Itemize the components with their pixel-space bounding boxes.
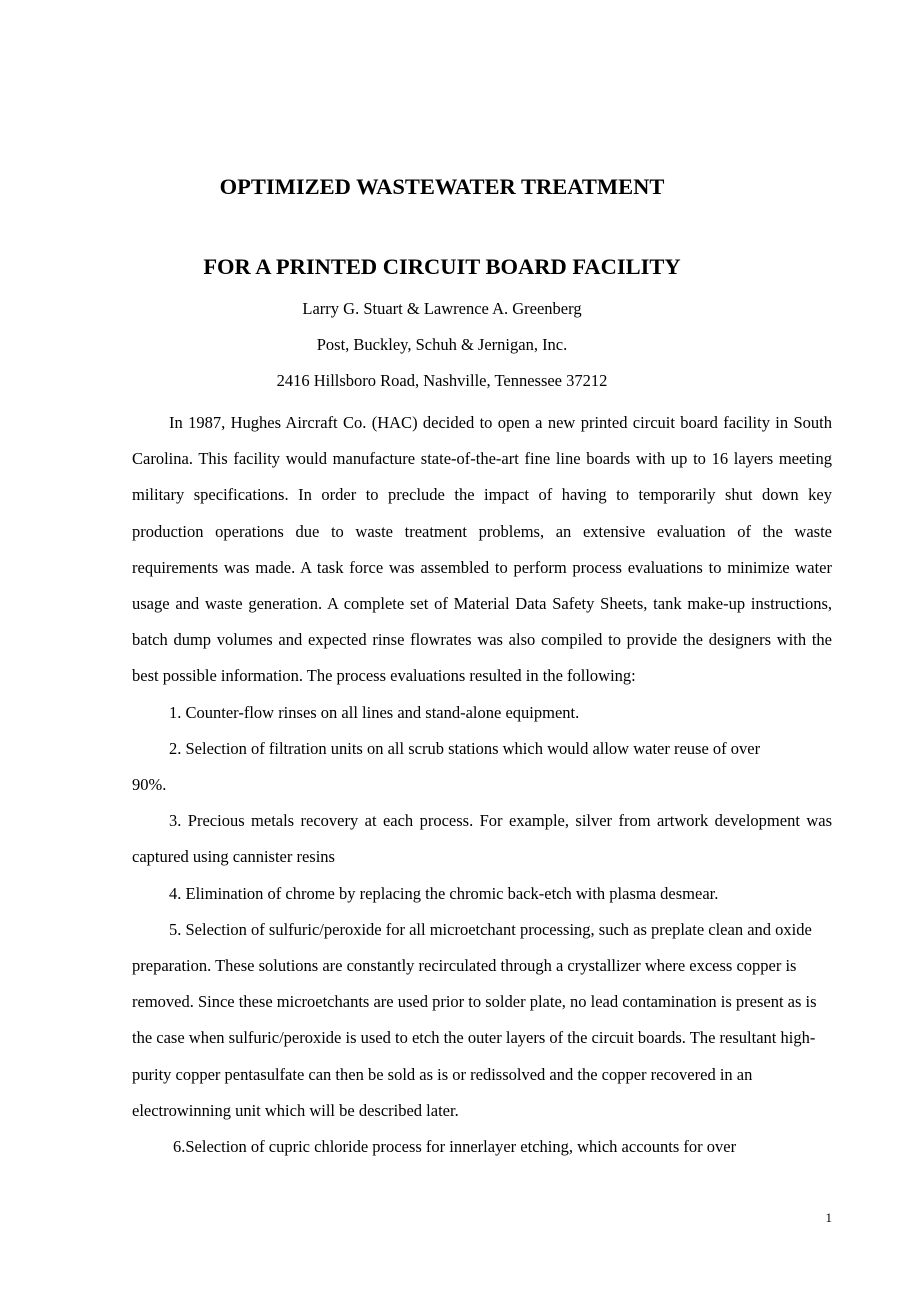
list-item-2: 2. Selection of filtration units on all scrub stations which would allow water reuse of over 90%. (132, 738, 761, 795)
list-item-3: 3. Precious metals recovery at each process. For example, silver from artwork development was captured using cannister resins (132, 811, 832, 867)
authors: Larry G. Stuart & Lawrence A. Greenberg (302, 299, 582, 318)
address: 2416 Hillsboro Road, Nashville, Tennessee 37212 (276, 371, 608, 390)
list-item-4: 4. Elimination of chrome by replacing the chromic back-etch with plasma desmear. (169, 883, 719, 903)
page-number: 1 (825, 1210, 832, 1225)
list-item-5: 5. Selection of sulfuric/peroxide for all microetchant processing, such as preplate clean and oxide preparation. These solutions are constantly recirculated through a crystallizer where excess copper is removed. Since these microetchants are used prior to solder plate, no lead contamination is present as is the case when sulfuric/peroxide is used to etch the outer layers of the circuit boards. The resultant high-purity copper pentasulfate can then be sold as is or redissolved and the copper recovered in an electrowinning unit which will be described later. (132, 919, 817, 1120)
body-text (132, 405, 832, 1165)
title-line-1: OPTIMIZED WASTEWATER TREATMENT (219, 174, 665, 199)
list-item-1: 1. Counter-flow rinses on all lines and stand-alone equipment. (169, 702, 580, 722)
intro-paragraph: In 1987, Hughes Aircraft Co. (HAC) decided to open a new printed circuit board facility in South Carolina. This facility would manufacture state-of-the-art fine line boards with up to 16 layers meeting military specifications. In order to preclude the impact of having to temporarily shut down key production operations due to waste treatment problems, an extensive evaluation of the waste requirements was made. A task force was assembled to perform process evaluations to minimize water usage and waste generation. A complete set of Material Data Safety Sheets, tank make-up instructions, batch dump volumes and expected rinse flowrates was also compiled to provide the designers with the best possible information. The process evaluations resulted in the following: (132, 413, 832, 686)
title-line-2: FOR A PRINTED CIRCUIT BOARD FACILITY (203, 254, 681, 279)
affiliation: Post, Buckley, Schuh & Jernigan, Inc. (316, 335, 568, 354)
list-item-6: 6.Selection of cupric chloride process for innerlayer etching, which accounts for over (173, 1137, 737, 1157)
